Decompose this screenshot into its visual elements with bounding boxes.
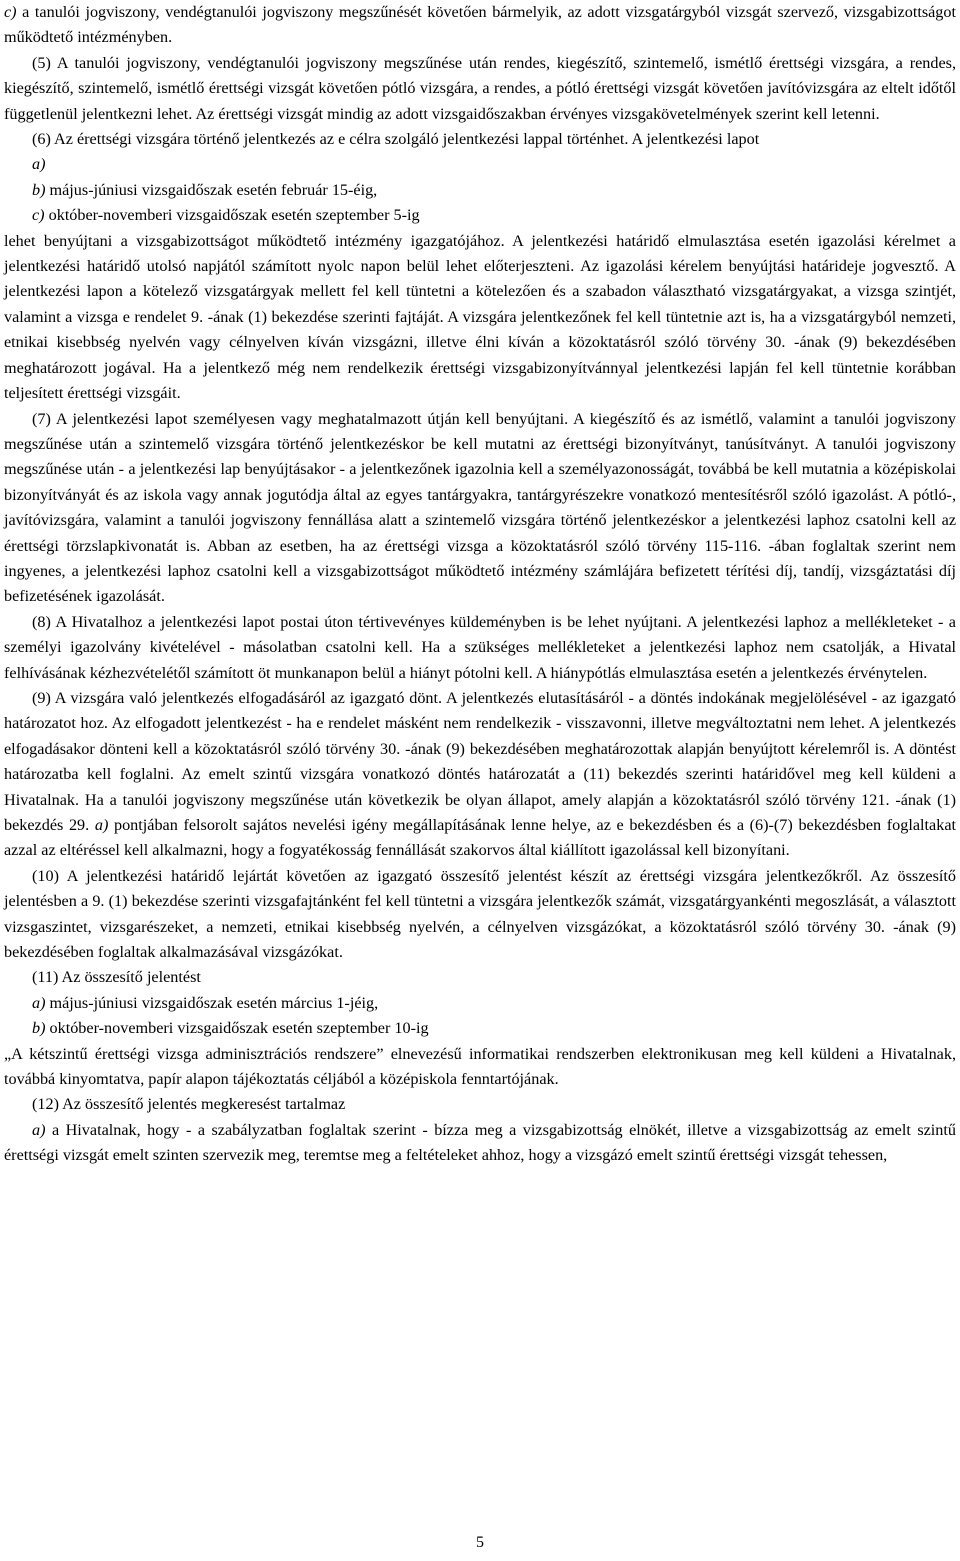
paragraph bbox=[4, 407, 956, 610]
list-item bbox=[4, 1118, 956, 1169]
paragraph-text: (8) A Hivatalhoz a jelentkezési lapot postai úton tértivevényes küldeményben is be lehet nyújtani. A jelentkezési laphoz a mellékleteket - a személyi igazolvány kivételével - másolatban csatolni kell. Ha a szükséges mellékleteket a jelentkezési laphoz nem csatolják, a Hivatal felhívásának kézhezvételétől számított öt munkanapon belül a hiányt pótolni kell. A hiánypótlás elmulasztása esetén a jelentkezés érvénytelen. bbox=[4, 612, 956, 682]
item-text: október-novemberi vizsgaidőszak esetén szeptember 5-ig bbox=[44, 206, 420, 225]
paragraph-text: lehet benyújtani a vizsgabizottságot működtető intézmény igazgatójához. A jelentkezési határidő elmulasztása esetén igazolási kérelmet a jelentkezési határidő utolsó napjától számított nyolc napon belül lehet előterjeszteni. Az igazolási kérelem benyújtási határideje jogvesztő. A jelentkezési lapon a kötelező vizsgatárgyak mellett fel kell tüntetni a kötelezően és a szabadon választható vizsgatárgyakat, a vizsga szintjét, valamint a vizsga e rendelet 9. -ának (1) bekezdése szerinti fajtáját. A vizsgára jelentkezőnek fel kell tüntetnie azt is, ha a vizsgatárgyból nemzeti, etnikai kisebbség nyelvén vagy célnyelven kíván vizsgázni, illetve élni kíván a közoktatásról szóló törvény 30. -ának (9) bekezdésében meghatározott jogával. Ha a jelentkező még nem rendelkezik érettségi vizsgabizonyítvánnyal jelentkezési lapján fel kell tüntetnie korábban teljesített érettségi vizsgáit. bbox=[4, 231, 956, 403]
list-item bbox=[4, 203, 956, 228]
item-label: c) bbox=[4, 3, 17, 21]
list-item bbox=[4, 152, 956, 177]
paragraph-text: (5) A tanulói jogviszony, vendégtanulói jogviszony megszűnése után rendes, kiegészítő, szintemelő, ismétlő érettségi vizsgára, a rendes, kiegészítő, szintemelő, ismétlő érettségi vizsgát követően pótló vizsgára, a rendes, a pótló érettségi vizsgát követően javítóvizsgára az eltelt időtől függetlenül jelentkezni lehet. Az érettségi vizsgát mindig az adott vizsgaidőszakban érvényes vizsgakövetelmények szerint kell letenni. bbox=[4, 53, 956, 123]
item-label: c) bbox=[32, 206, 45, 225]
item-text: május-júniusi vizsgaidőszak esetén február 15-éig, bbox=[45, 180, 378, 199]
paragraph bbox=[4, 1042, 956, 1093]
paragraph bbox=[4, 610, 956, 686]
page-number: 5 bbox=[476, 1534, 484, 1551]
item-text: október-novemberi vizsgaidőszak esetén szeptember 10-ig bbox=[45, 1019, 429, 1038]
list-item bbox=[4, 991, 956, 1016]
paragraph-text: (7) A jelentkezési lapot személyesen vagy meghatalmazott útján kell benyújtani. A kiegészítő és az ismétlő, valamint a tanulói jogviszony megszűnése után a szintemelő vizsgára történő jelentkezéskor be kell mutatni az érettségi bizonyítványt, tanúsítványt. A tanulói jogviszony megszűnése után - a jelentkezési lap benyújtásakor - a jelentkezőnek igazolnia kell a személyazonosságát, továbbá be kell mutatnia a középiskolai bizonyítványát és az iskola vagy annak jogutódja által az egyes tantárgyakra, tantárgyrészekre vonatkozó mentesítésről szóló igazolást. A pótló-, javítóvizsgára, valamint a tanulói jogviszony fennállása alatt a szintemelő vizsgára történő jelentkezéskor a jelentkezési laphoz csatolni kell az érettségi törzslapkivonatát is. Abban az esetben, ha az érettségi vizsga a közoktatásról szóló törvény 115-116. -ában foglaltak szerint nem ingyenes, a jelentkezési laphoz csatolni kell a vizsgabizottságot működtető intézmény számlájára befizetett térítési díj, tandíj, vizsgáztatási díj befizetésének igazolását. bbox=[4, 409, 956, 606]
item-label: b) bbox=[32, 1019, 46, 1038]
item-text: május-júniusi vizsgaidőszak esetén március 1-jéig, bbox=[45, 993, 379, 1012]
document-page bbox=[4, 0, 956, 1169]
paragraph bbox=[4, 51, 956, 127]
paragraph-text: (6) Az érettségi vizsgára történő jelentkezés az e célra szolgáló jelentkezési lappal történhet. A jelentkezési lapot bbox=[32, 130, 760, 149]
paragraph-text: (11) Az összesítő jelentést bbox=[32, 968, 201, 987]
paragraph-text: (12) Az összesítő jelentés megkeresést tartalmaz bbox=[32, 1095, 346, 1114]
paragraph bbox=[4, 686, 956, 864]
item-label: a) bbox=[32, 1120, 46, 1139]
item-text: a tanulói jogviszony, vendégtanulói jogviszony megszűnését követően bármelyik, az adott vizsgatárgyból vizsgát szervező, vizsgabizottságot működtető intézményben. bbox=[4, 3, 956, 47]
item-label: a) bbox=[94, 816, 109, 834]
list-item bbox=[4, 178, 956, 203]
paragraph-text: pontjában felsorolt sajátos nevelési igény megállapításának lenne helye, az e bekezdésben és a (6)-(7) bekezdésben foglaltakat azzal az eltéréssel kell alkalmazni, hogy a fogyatékosság fennállását szakorvos által kiállított igazolással kell bizonyítani. bbox=[4, 816, 956, 860]
paragraph bbox=[4, 229, 956, 407]
item-text: a Hivatalnak, hogy - a szabályzatban foglaltak szerint - bízza meg a vizsgabizottság elnökét, illetve a vizsgabizottság az emelt szintű érettségi vizsgát emelt szinten szervezik meg, teremtse meg a feltételeket ahhoz, hogy a vizsgázó emelt szintű érettségi vizsgát tehessen, bbox=[4, 1120, 956, 1165]
paragraph bbox=[4, 127, 956, 152]
item-label: a) bbox=[32, 993, 46, 1012]
paragraph-text: (9) A vizsgára való jelentkezés elfogadásáról az igazgató dönt. A jelentkezés elutasításáról - a döntés indokának megjelölésével - az igazgató határozatot hoz. Az elfogadott jelentkezést - ha e rendelet másként nem rendelkezik - visszavonni, illetve megváltoztatni nem lehet. A jelentkezés elfogadásakor dönteni kell a közoktatásról szóló törvény 30. -ának (9) bekezdésében meghatározottak alapján benyújtott kérelemről is. A döntést határozatba kell foglalni. Az emelt szintű vizsgára vonatkozó döntés határozatát a (11) bekezdés szerinti határidővel meg kell küldeni a Hivatalnak. Ha a tanulói jogviszony megszűnése után következik be olyan állapot, amely alapján a közoktatásról szóló törvény 121. -ának (1) bekezdés 29. bbox=[4, 688, 956, 834]
paragraph-text: „A kétszintű érettségi vizsga adminisztrációs rendszere” elnevezésű informatikai rendszerben elektronikusan meg kell küldeni a Hivatalnak, továbbá kinyomtatva, papír alapon tájékoztatás céljából a középiskola fenntartójának. bbox=[4, 1044, 956, 1089]
list-item bbox=[4, 0, 956, 51]
paragraph-text: (10) A jelentkezési határidő lejártát követően az igazgató összesítő jelentést készít az érettségi vizsgára jelentkezőkről. Az összesítő jelentésben a 9. (1) bekezdése szerinti vizsgafajtánként fel kell tüntetni a vizsgára jelentkezők számát, vizsgatárgyankénti megoszlását, a választott vizsgaszintet, vizsgarészeket, a nemzeti, etnikai kisebbség nyelvén, a célnyelven vizsgázókat, a közoktatásról szóló törvény 30. -ának (9) bekezdésében foglaltak alkalmazásával vizsgázókat. bbox=[4, 866, 956, 962]
item-label: b) bbox=[32, 180, 46, 199]
list-item bbox=[4, 1016, 956, 1041]
item-label: a) bbox=[32, 155, 46, 174]
paragraph bbox=[4, 965, 956, 990]
paragraph bbox=[4, 1092, 956, 1117]
paragraph bbox=[4, 864, 956, 966]
